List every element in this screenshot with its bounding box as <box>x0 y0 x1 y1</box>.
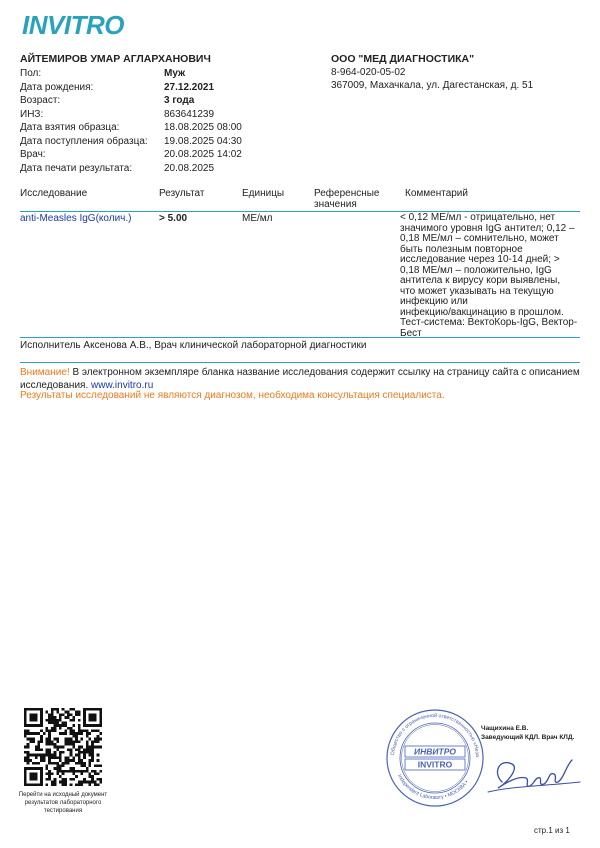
stamp-center-bottom: INVITRO <box>417 759 453 770</box>
stamp-ring-text-ru: Общество с ограниченной ответственностью «Неза <box>390 712 481 758</box>
comment-line: Бест <box>400 327 422 339</box>
notice-warning: Внимание! <box>20 367 70 378</box>
qr-caption: Перейти на исходный документ результатов лабораторного тестирования <box>18 792 108 814</box>
patient-field-row <box>20 149 320 163</box>
comment-line: Тест-система: ВектоКорь-IgG, Вектор- <box>400 317 578 328</box>
patient-field-label: Пол: <box>20 68 42 79</box>
signer-name: Чащихина Е.В. <box>481 725 529 732</box>
patient-field-value: 20.08.2025 <box>164 162 215 174</box>
notice-text: В электронном экземпляре бланка название исследования содержит ссылку на страницу сайта с описанием исследования. <box>20 367 580 391</box>
patient-field-value: 3 года <box>164 95 195 106</box>
comment-line: 0,18 МЕ/мл – сомнительно, может <box>400 233 559 244</box>
comment-line: инфекцию или <box>400 296 468 307</box>
test-comment <box>400 213 585 339</box>
signer-role: Заведующий КДЛ. Врач КЛД. <box>481 734 575 741</box>
comment-line: 0,18 МЕ/мл – положительно, IgG <box>400 264 552 276</box>
comment-line: что может указывать на текущую <box>400 285 554 297</box>
patient-field-label: Дата рождения: <box>20 81 94 93</box>
header-reference <box>314 188 380 210</box>
patient-field-label: Врач: <box>20 149 46 160</box>
organization-name: ООО "МЕД ДИАГНОСТИКА" <box>331 53 475 65</box>
qr-code[interactable] <box>24 708 102 786</box>
patient-field-value: 19.08.2025 04:30 <box>164 135 242 147</box>
patient-field-row <box>20 95 320 109</box>
page-number: стр.1 из 1 <box>534 826 570 835</box>
disclaimer: Результаты исследований не являются диагнозом, необходима консультация специалиста. <box>20 390 445 401</box>
executor-divider-bottom <box>20 362 580 363</box>
results-table-header <box>0 188 600 212</box>
patient-field-value: Муж <box>164 68 186 79</box>
test-result: > 5.00 <box>159 213 188 224</box>
patient-field-row <box>20 163 320 177</box>
organization-address: 367009, Махачкала, ул. Дагестанская, д. 51 <box>331 80 534 91</box>
header-units: Единицы <box>242 188 285 199</box>
patient-field-label: Дата поступления образца: <box>20 135 148 147</box>
patient-field-label: ИНЗ: <box>20 108 44 120</box>
notice <box>20 366 582 392</box>
patient-field-label: Дата печати результата: <box>20 162 133 174</box>
comment-line: значимого уровня IgG антител; 0,12 – <box>400 222 575 234</box>
comment-line: исследование через 10-14 дней; > <box>400 254 560 265</box>
stamp-ring-text-en: Independent Laboratory • МОСКВА • <box>396 773 470 802</box>
stamp-center-top: ИНВИТРО <box>414 746 456 757</box>
patient-field-value: 27.12.2021 <box>164 81 215 93</box>
patient-field-row <box>20 136 320 150</box>
invitro-logo: INVITRO <box>22 10 124 40</box>
executor: Исполнитель Аксенова А.В., Врач клинической лабораторной диагностики <box>20 340 367 351</box>
patient-field-label: Дата взятия образца: <box>20 122 120 133</box>
organization-phone: 8-964-020-05-02 <box>331 67 406 78</box>
patient-field-value: 18.08.2025 08:00 <box>164 122 242 133</box>
patient-info <box>20 68 320 176</box>
test-units: МЕ/мл <box>242 213 273 224</box>
patient-field-row <box>20 109 320 123</box>
header-test: Исследование <box>20 188 88 199</box>
lab-stamp <box>385 708 485 808</box>
test-name-link[interactable]: anti-Measles IgG(колич.) <box>20 213 132 224</box>
comment-line: < 0,12 МЕ/мл - отрицательно, нет <box>400 212 556 223</box>
patient-field-row <box>20 122 320 136</box>
header-reference-line2: значения <box>314 199 357 210</box>
header-result: Результат <box>159 188 205 199</box>
patient-field-value: 20.08.2025 14:02 <box>164 149 242 160</box>
comment-line: быть полезным повторное <box>400 243 523 255</box>
comment-line: антитела к вирусу кори выявлены, <box>400 275 561 286</box>
signature <box>484 742 584 796</box>
header-comment: Комментарий <box>405 188 468 199</box>
comment-line: инфекцию/вакцинацию в прошлом. <box>400 306 564 318</box>
header-reference-line1: Референсные <box>314 188 380 199</box>
signer <box>481 724 574 742</box>
patient-field-row <box>20 68 320 82</box>
patient-field-value: 863641239 <box>164 108 215 120</box>
patient-field-label: Возраст: <box>20 95 61 106</box>
executor-divider-top <box>20 337 580 338</box>
invitro-site-link[interactable]: www.invitro.ru <box>91 380 154 391</box>
patient-name: АЙТЕМИРОВ УМАР АГЛАРХАНОВИЧ <box>20 53 211 65</box>
patient-field-row <box>20 82 320 96</box>
organization-block <box>331 53 581 91</box>
